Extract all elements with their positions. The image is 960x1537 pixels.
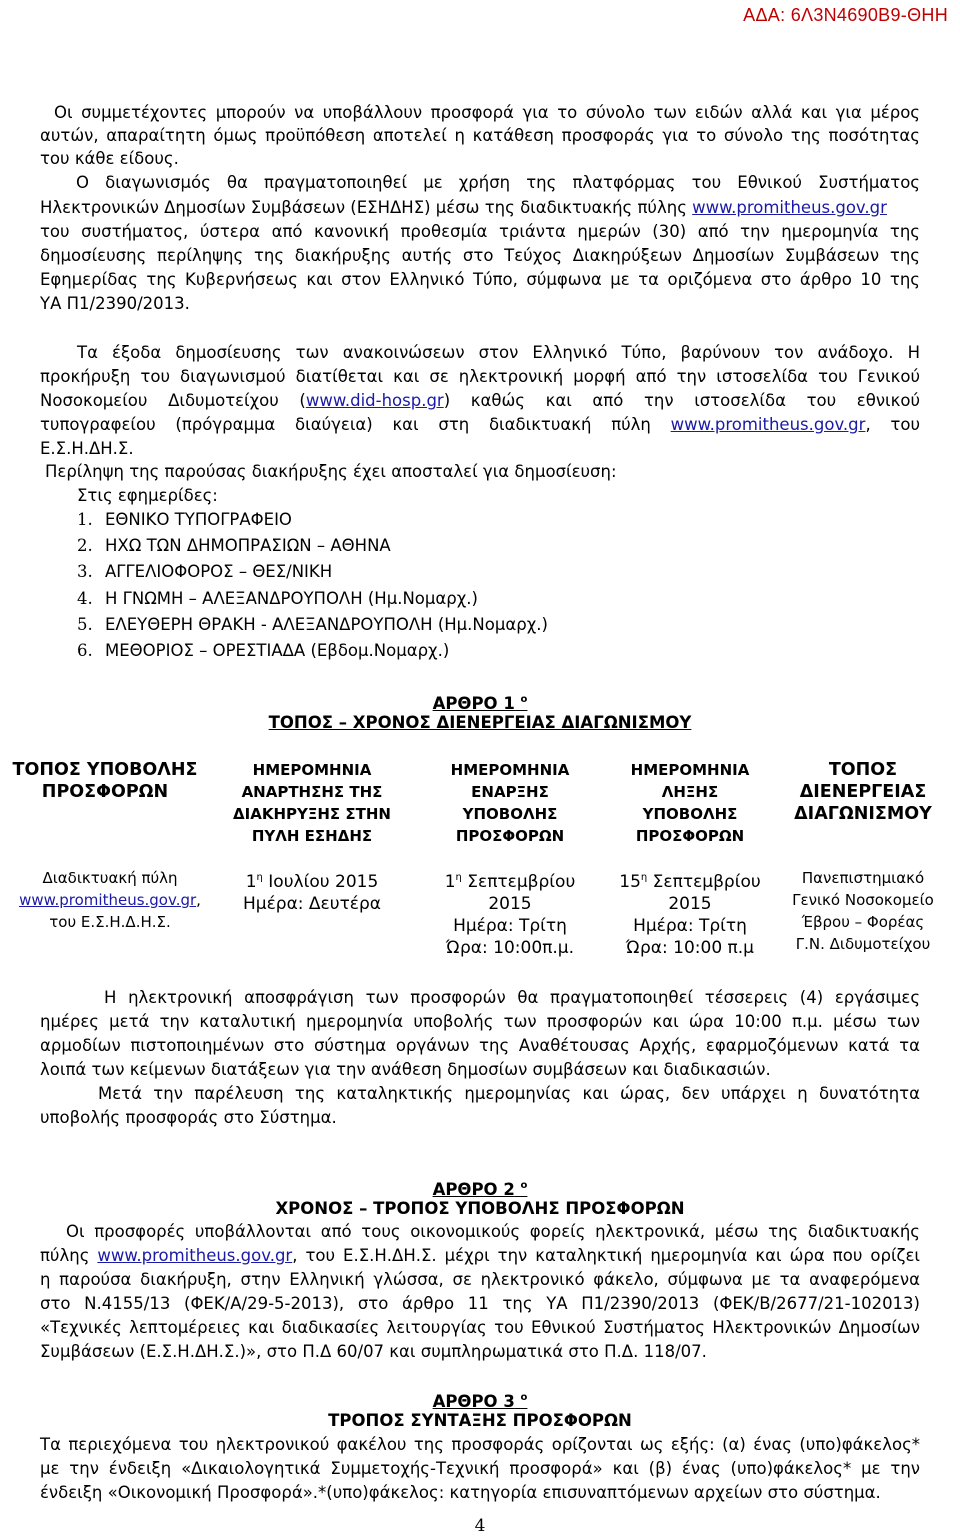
paragraph-line: υποβολής προσφοράς στο Σύστημα. — [40, 1108, 337, 1127]
paragraph-text: , του Ε.Σ.Η.ΔΗ.Σ. μέχρι την καταληκτική ημερομηνία και ώρα που ορίζει — [292, 1246, 921, 1265]
paragraph-line: Οι προσφορές υποβάλλονται από τους οικονομικούς φορείς ηλεκτρονικά, μέσω της διαδικτυακής — [66, 1222, 920, 1241]
paragraph-line: με την ένδειξη «Δικαιολογητικά Συμμετοχής-Τεχνική προσφορά» και (β) ένας (υπο)φάκελος* με την — [40, 1459, 920, 1478]
list-item — [77, 560, 332, 583]
paragraph-line: Περίληψη της παρούσας διακήρυξης έχει αποσταλεί για δημοσίευση: — [45, 462, 617, 481]
article-3-title: ΑΡΘΡΟ 3 $^o$ — [432, 1392, 528, 1411]
list-text: ΗΧΩ ΤΩΝ ΔΗΜΟΠΡΑΣΙΩΝ – ΑΘΗΝΑ — [105, 536, 391, 555]
paragraph-line: λοιπά των κείμενων διατάξεων για την ανάθεση δημοσίων συμβάσεων και διαδικασιών. — [40, 1060, 771, 1079]
paragraph-line: η παρούσα διακήρυξη, στην Ελληνική γλώσσα, σε ηλεκτρονικό φάκελο, σύμφωνα με τα αναφερόμενα — [40, 1270, 920, 1289]
paragraph-line: ημέρες μετά την καταλυτική ημερομηνία υποβολής των προσφορών και ώρα 10:00 π.μ. μέσω των — [40, 1012, 920, 1031]
table-header-cell: ΗΜΕΡΟΜΗΝΙΑ ΕΝΑΡΞΗΣ ΥΠΟΒΟΛΗΣ ΠΡΟΣΦΟΡΩΝ — [450, 761, 570, 845]
promitheus-link[interactable]: www.promitheus.gov.gr — [97, 1246, 293, 1265]
paragraph-line: Οι συμμετέχοντες μπορούν να υποβάλλουν προσφορά για το σύνολο των ειδών αλλά και για μέρος — [54, 103, 920, 122]
article-2-title: ΑΡΘΡΟ 2 $^o$ — [432, 1180, 528, 1199]
list-text: ΕΛΕΥΘΕΡΗ ΘΡΑΚΗ - ΑΛΕΞΑΝΔΡΟΥΠΟΛΗ (Ημ.Νομαρχ.) — [105, 615, 548, 634]
paragraph-line: ΥΑ Π1/2390/2013. — [40, 294, 190, 313]
paragraph-line: δημοσίευσης περίληψης της διακήρυξης αυτής στο Τεύχος Διακηρύξεων Δημοσίων Συμβάσεων της — [40, 246, 920, 265]
article-1-title: ΑΡΘΡΟ 1 $^o$ — [432, 694, 528, 713]
paragraph-line: προκήρυξη του διαγωνισμού διατίθεται και σε ηλεκτρονική μορφή από την ιστοσελίδα του Γενικού — [40, 367, 920, 386]
paragraph-line: Τα περιεχόμενα του ηλεκτρονικού φακέλου της προσφοράς ορίζονται ως εξής: (α) ένας (υπο)φάκελος* — [40, 1435, 920, 1454]
list-text: ΕΘΝΙΚΟ ΤΥΠΟΓΡΑΦΕΙΟ — [105, 510, 292, 529]
paragraph-line: Μετά την παρέλευση της καταληκτικής ημερομηνίας και ώρας, δεν υπάρχει η δυνατότητα — [98, 1084, 920, 1103]
paragraph-line — [40, 196, 887, 219]
paragraph-line: Η ηλεκτρονική αποσφράγιση των προσφορών θα πραγματοποιηθεί τέσσερεις (4) εργάσιμες — [104, 988, 920, 1007]
list-item — [77, 639, 449, 662]
paragraph-line — [40, 413, 920, 436]
paragraph-line: του συστήματος, ύστερα από κανονική προθεσμία τριάντα ημερών (30) από την ημερομηνία της — [40, 222, 920, 241]
list-item — [77, 587, 478, 610]
paragraph-line: ένδειξη «Οικονομική Προσφορά».*(υπο)φάκελος: κατηγορία επισυναπτόμενων αρχείων στο σύστημα. — [40, 1483, 881, 1502]
promitheus-link[interactable]: www.promitheus.gov.gr — [692, 198, 887, 217]
table-header-cell: ΗΜΕΡΟΜΗΝΙΑ ΑΝΑΡΤΗΣΗΣ ΤΗΣ ΔΙΑΚΗΡΥΞΗΣ ΣΤΗΝ ΠΥΛΗ ΕΣΗΔΗΣ — [233, 761, 391, 845]
article-1-subtitle: ΤΟΠΟΣ – ΧΡΟΝΟΣ ΔΙΕΝΕΡΓΕΙΑΣ ΔΙΑΓΩΝΙΣΜΟΥ — [268, 713, 692, 732]
list-item — [77, 508, 292, 531]
paragraph-line: Εφημερίδας της Κυβερνήσεως και στον Ελληνικό Τύπο, σύμφωνα με τα οριζόμενα στο άρθρο 10 της — [40, 270, 920, 289]
table-cell-end-date: $15^\eta$ Σεπτεμβρίου 2015 Ημέρα: Τρίτη Ώρα: 10:00 π.μ — [619, 872, 761, 958]
paragraph-line: αυτών, απαραίτητη όμως προϋπόθεση αποτελεί η κατάθεση προσφοράς για το σύνολο της ποσότητας — [40, 126, 920, 145]
list-number: 5. — [77, 615, 93, 634]
promitheus-link[interactable]: www.promitheus.gov.gr — [19, 891, 197, 909]
list-text: Η ΓΝΩΜΗ – ΑΛΕΞΑΝΔΡΟΥΠΟΛΗ (Ημ.Νομαρχ.) — [105, 589, 478, 608]
table-cell-submission-place: Διαδικτυακή πύλη www.promitheus.gov.gr, του Ε.Σ.Η.Δ.Η.Σ. — [19, 869, 201, 931]
article-3-subtitle: ΤΡΟΠΟΣ ΣΥΝΤΑΞΗΣ ΠΡΟΣΦΟΡΩΝ — [328, 1411, 632, 1430]
paragraph-line — [40, 389, 920, 412]
table-header-cell: ΗΜΕΡΟΜΗΝΙΑ ΛΗΞΗΣ ΥΠΟΒΟΛΗΣ ΠΡΟΣΦΟΡΩΝ — [630, 761, 750, 845]
paragraph-text: , του — [865, 415, 920, 434]
list-item — [77, 613, 548, 636]
table-cell-posting-date: $1^\eta$ Ιουλίου 2015 Ημέρα: Δευτέρα — [243, 872, 381, 914]
promitheus-link[interactable]: www.promitheus.gov.gr — [670, 415, 866, 434]
table-header-cell: ΤΟΠΟΣ ΔΙΕΝΕΡΓΕΙΑΣ ΔΙΑΓΩΝΙΣΜΟΥ — [794, 760, 932, 824]
paragraph-line: Τα έξοδα δημοσίευσης των ανακοινώσεων στον Ελληνικό Τύπο, βαρύνουν τον ανάδοχο. Η — [77, 343, 920, 362]
page-number: 4 — [474, 1516, 486, 1536]
article-2-subtitle: ΧΡΟΝΟΣ – ΤΡΟΠΟΣ ΥΠΟΒΟΛΗΣ ΠΡΟΣΦΟΡΩΝ — [275, 1199, 685, 1218]
paragraph-line: Ο διαγωνισμός θα πραγματοποιηθεί με χρήση της πλατφόρμας του Εθνικού Συστήματος — [76, 173, 920, 192]
paragraph-line: Ε.Σ.Η.ΔΗ.Σ. — [40, 439, 134, 458]
list-number: 1. — [77, 510, 93, 529]
list-text: ΑΓΓΕΛΙΟΦΟΡΟΣ – ΘΕΣ/ΝΙΚΗ — [105, 562, 333, 581]
paragraph-line: του κάθε είδους. — [40, 149, 179, 168]
list-number: 2. — [77, 536, 93, 555]
list-number: 3. — [77, 562, 93, 581]
ada-code: ΑΔΑ: 6Λ3Ν4690Β9-ΘΗΗ — [743, 5, 948, 25]
list-item — [77, 534, 391, 557]
paragraph-line: Συμβάσεων (Ε.Σ.Η.ΔΗ.Σ.)», στο Π.Δ 60/07 και συμπληρωματικά στο Π.Δ. 118/07. — [40, 1342, 707, 1361]
list-number: 6. — [77, 641, 93, 660]
list-number: 4. — [77, 589, 93, 608]
paragraph-line: στο Ν.4155/13 (ΦΕΚ/Α/29-5-2013), στο άρθρο 11 της ΥΑ Π1/2390/2013 (ΦΕΚ/Β/2677/21-102013) — [40, 1294, 920, 1313]
paragraph-line: αρμοδίων πιστοποιημένων στο σύστημα οργάνων της Αναθέτουσας Αρχής, εφαρμοζόμενων κατά τα — [40, 1036, 920, 1055]
paragraph-text: Νοσοκομείου Διδυμοτείχου ( — [40, 391, 306, 410]
paragraph-text: Ηλεκτρονικών Δημοσίων Συμβάσεων (ΕΣΗΔΗΣ) μέσω της διαδικτυακής πύλης — [40, 198, 693, 217]
list-text: ΜΕΘΟΡΙΟΣ – ΟΡΕΣΤΙΑΔΑ (Εβδομ.Νομαρχ.) — [105, 641, 450, 660]
table-header-cell: ΤΟΠΟΣ ΥΠΟΒΟΛΗΣ ΠΡΟΣΦΟΡΩΝ — [12, 760, 198, 802]
paragraph-text: ) καθώς και από την ιστοσελίδα του εθνικού — [443, 391, 920, 410]
paragraph-line: Στις εφημερίδες: — [77, 486, 218, 505]
did-hosp-link[interactable]: www.did-hosp.gr — [305, 391, 444, 410]
table-cell-location: Πανεπιστημιακό Γενικό Νοσοκομείο Έβρου – Φορέας Γ.Ν. Διδυμοτείχου — [792, 869, 934, 953]
table-cell-start-date: $1^\eta$ Σεπτεμβρίου 2015 Ημέρα: Τρίτη Ώρα: 10:00π.μ. — [444, 872, 576, 958]
paragraph-line — [40, 1244, 920, 1267]
paragraph-text: τυπογραφείου (πρόγραμμα διαύγεια) και στη διαδικτυακή πύλη — [40, 415, 671, 434]
paragraph-text: πύλης — [40, 1246, 98, 1265]
paragraph-line: «Τεχνικές λεπτομέρειες και διαδικασίες λειτουργίας του Εθνικού Συστήματος Ηλεκτρονικών Δημοσίων — [40, 1318, 920, 1337]
